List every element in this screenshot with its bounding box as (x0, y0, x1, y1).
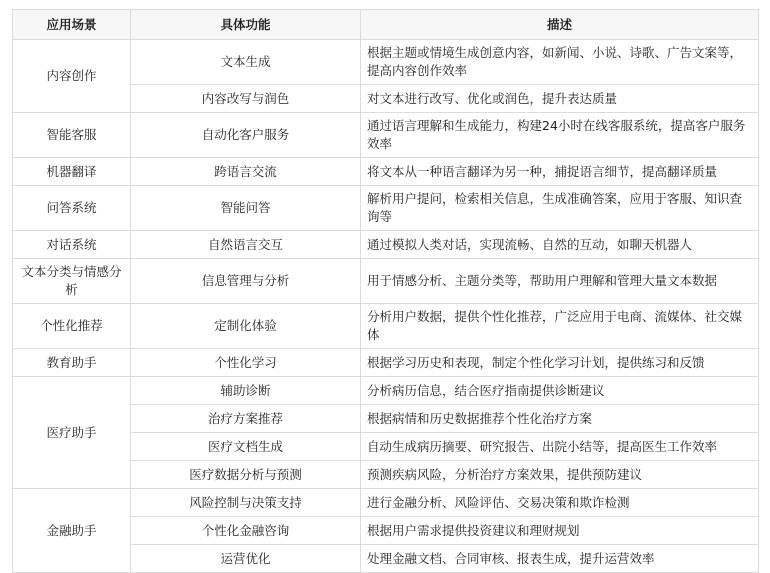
description-cell: 对文本进行改写、优化或润色，提升表达质量 (361, 85, 759, 113)
scenario-cell: 文本分类与情感分析 (13, 259, 131, 304)
table-row (13, 231, 759, 259)
description-cell: 用于情感分析、主题分类等，帮助用户理解和管理大量文本数据 (361, 259, 759, 304)
description-cell: 根据主题或情境生成创意内容，如新闻、小说、诗歌、广告文案等，提高内容创作效率 (361, 40, 759, 85)
scenario-cell: 个性化推荐 (13, 304, 131, 349)
scenario-cell: 问答系统 (13, 186, 131, 231)
table-row (13, 158, 759, 186)
description-cell: 预测疾病风险，分析治疗方案效果，提供预防建议 (361, 461, 759, 489)
function-cell: 医疗文档生成 (131, 433, 361, 461)
description-cell: 自动生成病历摘要、研究报告、出院小结等，提高医生工作效率 (361, 433, 759, 461)
header-description: 描述 (361, 10, 759, 40)
table-row (13, 259, 759, 304)
scenario-cell: 教育助手 (13, 349, 131, 377)
table-row (13, 186, 759, 231)
function-cell: 个性化学习 (131, 349, 361, 377)
description-cell: 分析用户数据，提供个性化推荐，广泛应用于电商、流媒体、社交媒体 (361, 304, 759, 349)
function-cell: 医疗数据分析与预测 (131, 461, 361, 489)
function-cell: 治疗方案推荐 (131, 405, 361, 433)
description-cell: 通过语言理解和生成能力，构建24小时在线客服系统，提高客户服务效率 (361, 113, 759, 158)
function-cell: 辅助诊断 (131, 377, 361, 405)
function-cell: 个性化金融咨询 (131, 517, 361, 545)
function-cell: 自然语言交互 (131, 231, 361, 259)
description-cell: 根据学习历史和表现，制定个性化学习计划，提供练习和反馈 (361, 349, 759, 377)
function-cell: 运营优化 (131, 545, 361, 573)
description-cell: 分析病历信息，结合医疗指南提供诊断建议 (361, 377, 759, 405)
description-cell: 根据病情和历史数据推荐个性化治疗方案 (361, 405, 759, 433)
table-row (13, 113, 759, 158)
scenario-cell: 金融助手 (13, 489, 131, 573)
description-cell: 根据用户需求提供投资建议和理财规划 (361, 517, 759, 545)
table-row (13, 377, 759, 405)
function-cell: 自动化客户服务 (131, 113, 361, 158)
function-cell: 跨语言交流 (131, 158, 361, 186)
table-row (13, 40, 759, 85)
function-cell: 内容改写与润色 (131, 85, 361, 113)
function-cell: 信息管理与分析 (131, 259, 361, 304)
description-cell: 进行金融分析、风险评估、交易决策和欺诈检测 (361, 489, 759, 517)
description-cell: 通过模拟人类对话，实现流畅、自然的互动，如聊天机器人 (361, 231, 759, 259)
table-body (13, 40, 759, 573)
function-cell: 智能问答 (131, 186, 361, 231)
scenario-cell: 内容创作 (13, 40, 131, 113)
table-row (13, 304, 759, 349)
description-cell: 将文本从一种语言翻译为另一种，捕捉语言细节，提高翻译质量 (361, 158, 759, 186)
header-scenario: 应用场景 (13, 10, 131, 40)
header-function: 具体功能 (131, 10, 361, 40)
table-row (13, 349, 759, 377)
table-row (13, 489, 759, 517)
scenario-cell: 机器翻译 (13, 158, 131, 186)
function-cell: 风险控制与决策支持 (131, 489, 361, 517)
scenario-cell: 对话系统 (13, 231, 131, 259)
header-row (13, 10, 759, 40)
function-cell: 定制化体验 (131, 304, 361, 349)
description-cell: 解析用户提问，检索相关信息，生成准确答案，应用于客服、知识查询等 (361, 186, 759, 231)
description-cell: 处理金融文档、合同审核、报表生成，提升运营效率 (361, 545, 759, 573)
application-table (12, 9, 759, 573)
function-cell: 文本生成 (131, 40, 361, 85)
scenario-cell: 智能客服 (13, 113, 131, 158)
scenario-cell: 医疗助手 (13, 377, 131, 489)
